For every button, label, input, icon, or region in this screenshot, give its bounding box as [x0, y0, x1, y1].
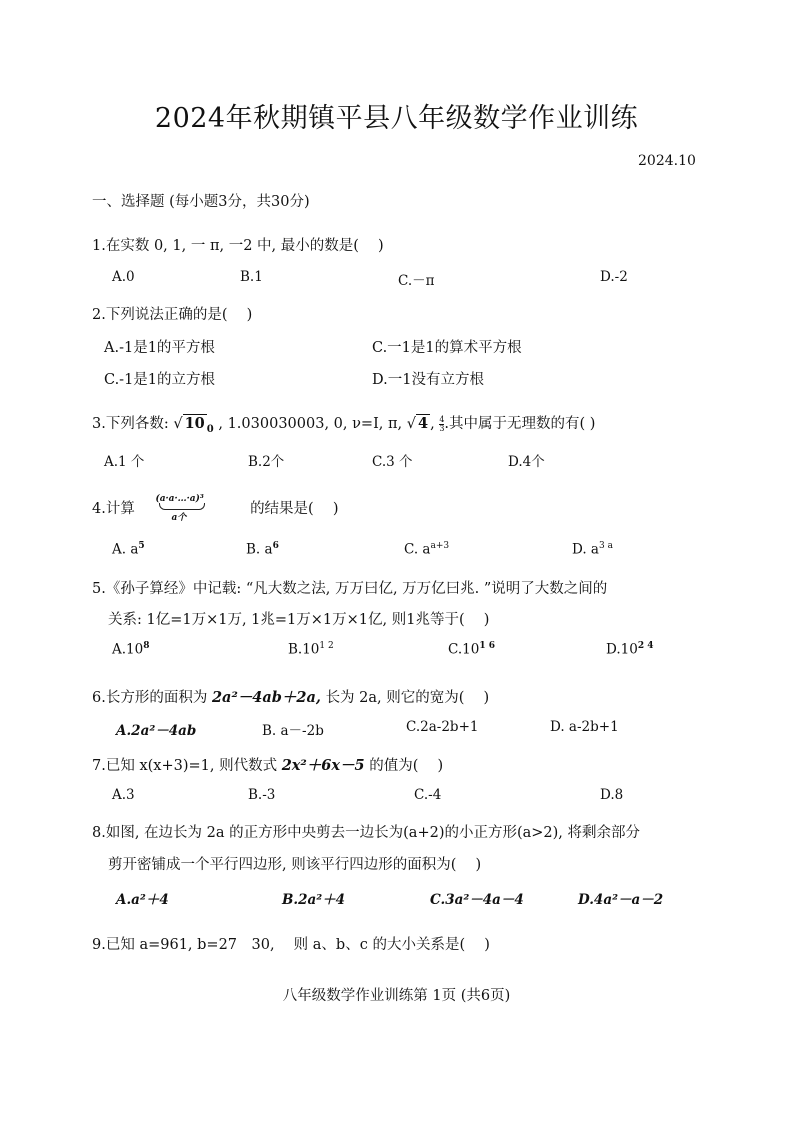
q6-option-c: C.2a-2b+1: [406, 719, 479, 735]
sqrt-4-expression: √ 4: [406, 415, 429, 432]
q4-option-c: C. $a^{a+3}$: [404, 541, 450, 558]
q7-suffix: 的值为( ): [369, 758, 444, 774]
q3-option-d: D.4个: [508, 454, 545, 470]
q7-option-d: D.8: [600, 787, 624, 803]
section-heading: 一、选择题 (每小题3分，共30分): [92, 194, 310, 210]
question-8-line-2: 剪开密铺成一个平行四边形, 则该平行四边形的面积为( ): [108, 857, 482, 873]
q3-suffix: .其中属于无理数的有( ): [444, 416, 596, 432]
q3-prefix: 3.下列各数:: [92, 416, 174, 432]
q7-option-a: A.3: [112, 787, 135, 803]
q7-option-c: C.-4: [414, 787, 442, 803]
fraction-4-3: $\frac{4}{3}$: [439, 414, 445, 433]
q1-option-d: D.-2: [600, 269, 628, 285]
q3-option-a: A.1 个: [104, 454, 145, 470]
question-5-line-2: 关系: 1亿=1万×1万, 1兆=1万×1万×1亿, 则1兆等于( ): [108, 612, 490, 628]
q5-option-b: $B.10^{1 2}$: [288, 641, 334, 658]
page-title: 2024年秋期镇平县八年级数学作业训练: [154, 103, 639, 134]
q6-area-expression: 2a²－4ab＋2a,: [211, 689, 321, 706]
question-2: 2.下列说法正确的是( ): [92, 307, 253, 323]
q2-option-c: C.-1是1的立方根: [104, 372, 216, 388]
q8-option-a: A.a²＋4: [116, 892, 169, 908]
q2-option-a: A.-1是1的平方根: [104, 340, 215, 356]
q8-option-c: C.3a²－4a－4: [430, 892, 524, 908]
q4-suffix: 的结果是( ): [250, 501, 339, 517]
exam-date: 2024.10: [638, 153, 696, 169]
q6-prefix: 6.长方形的面积为: [92, 690, 212, 706]
q4-option-a: A. $a^5$: [112, 541, 145, 558]
q8-option-b: B.2a²＋4: [282, 892, 346, 908]
q4-option-b: B. $a^6$: [246, 541, 279, 558]
q6-option-a: A.2a²－4ab: [116, 723, 197, 739]
question-7: [92, 754, 443, 775]
q4-option-d: D. $a^{3 a}$: [572, 541, 613, 558]
q6-suffix: 长为 2a, 则它的宽为( ): [325, 690, 490, 706]
q3-option-c: C.3 个: [372, 454, 413, 470]
question-6: [92, 686, 489, 707]
q5-option-d: $D.10^{2 4}$: [606, 641, 654, 658]
q6-option-b: B. a－-2b: [262, 723, 324, 739]
q7-prefix: 7.已知 x(x+3)=1, 则代数式: [92, 758, 282, 774]
page-footer: 八年级数学作业训练第 1页 (共6页): [282, 988, 511, 1004]
q2-option-b: C.一1是1的算术平方根: [372, 340, 522, 356]
q2-option-d: D.一1没有立方根: [372, 372, 484, 388]
question-1: 1.在实数 0, 1, 一 π, 一2 中, 最小的数是( ): [92, 238, 384, 254]
q8-option-d: D.4a²－a－2: [578, 892, 664, 908]
q3-option-b: B.2个: [248, 454, 285, 470]
q1-option-b: B.1: [240, 269, 263, 285]
question-4: [92, 494, 339, 524]
question-9: 9.已知 a=961, b=27 30, 则 a、b、c 的大小关系是( ): [92, 937, 490, 953]
q6-option-d: D. a-2b+1: [550, 719, 619, 735]
q5-option-a: $A.10^8$: [112, 641, 150, 658]
q4-prefix: 4.计算: [92, 501, 135, 517]
question-8-line-1: 8.如图, 在边长为 2a 的正方形中央剪去一边长为(a+2)的小正方形(a>2), 将剩余部分: [92, 825, 641, 841]
question-5-line-1: 5.《孙子算经》中记载: “凡大数之法, 万万曰亿, 万万亿曰兆. ”说明了大数之间的: [92, 581, 608, 597]
q1-option-c: C.－π: [398, 273, 435, 289]
sqrt-10-expression: √ 10 $_0$: [173, 415, 214, 435]
q7-option-b: B.-3: [248, 787, 276, 803]
q1-option-a: A.0: [112, 269, 135, 285]
q5-option-c: $C.10^{1 6}$: [448, 641, 495, 658]
q4-formula-figure: (a·a·…·a)³ a个: [155, 494, 204, 523]
q3-middle: , 1.030030003, 0, ν=I, π,: [218, 416, 407, 432]
q7-expression: 2x²＋6x－5: [281, 757, 365, 774]
question-3: 3.下列各数: √ 10 $_0$ , 1.030030003, 0, ν=I, π, √ 4 , $\frac{4}{3}$ .其中属于无理数的有( ): [92, 414, 596, 435]
